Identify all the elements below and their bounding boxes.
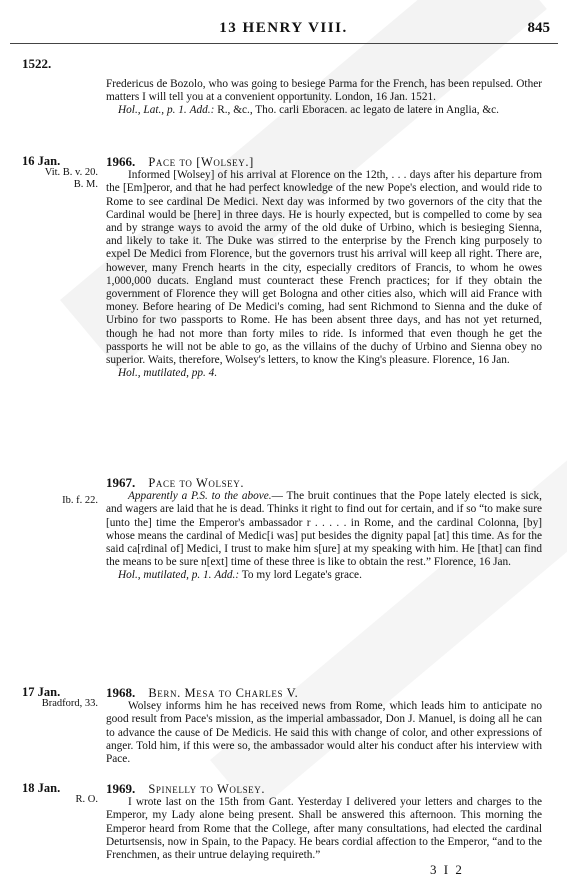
entry-body-text: — The bruit continues that the Pope lately elected is sick, and wagers are laid that he is dead. Thinks it right to find out for certain, and if so “to make sure [unto the] time the Emperor's ambassador r . . . . . in Rome, and the cardinal Colonna, [by] whose means the cardinal of Medic[i was] put besides the dignity papal [at] this time. As for the said ca[rdinal of] Medici, I trust to make him s[ure] at my speaking with him. He [that] can find the means to be sure n[ext] time of these three is like to obtain the rest.” Florence, 16 Jan. xyxy=(106,490,542,569)
entry-heading xyxy=(106,155,542,169)
entry-body xyxy=(106,490,542,569)
entry-number: 1966. xyxy=(106,154,136,169)
citation-italic: Hol., mutilated, p. 1. xyxy=(118,569,212,582)
entry-ref: B. M. xyxy=(73,179,98,190)
citation-add-label: Add.: xyxy=(189,104,215,117)
continuation-block xyxy=(106,78,542,118)
continuation-text: Fredericus de Bozolo, who was going to besiege Parma for the French, has been repulsed. Other matters I will tell you at a convenient opportunity. London, 16 Jan. 1521. xyxy=(106,78,542,104)
margin-year xyxy=(22,58,104,71)
entry-1967-margin xyxy=(22,495,104,507)
entry-citation xyxy=(106,569,542,582)
entry-body: Wolsey informs him he has received news from Rome, which leads him to anticipate no good result from Pace's mission, as the imperial ambassador, Don J. Manuel, is doing all he can to advance the cause of De Medicis. He said this with change of color, and other expressions of anger. Told him, if this were so, the ambassador would alter his conduct after his interview with Pace. xyxy=(106,700,542,766)
entry-1966 xyxy=(106,155,542,380)
entry-title: Pace to Wolsey. xyxy=(148,476,245,490)
continuation-citation xyxy=(106,104,542,117)
entry-body-italic: Apparently a P.S. to the above. xyxy=(128,490,272,503)
entry-citation xyxy=(106,367,542,380)
page-number: 845 xyxy=(527,20,550,36)
year-label: 1522. xyxy=(22,56,52,71)
entry-1967 xyxy=(106,476,542,583)
entry-body: Informed [Wolsey] of his arrival at Florence on the 12th, . . . days after his departure from the [Em]peror, and that he had perfect knowledge of the new Pope's election, and would ride to Rome to see cardinal De Medici. Next day was informed by two governors of the city that the Cardinal would be [here] in three days. He is hourly expected, but is compelled to come by sea and by strange ways to avoid the army of the old duke of Urbino, which is besieging Sienna, and likely to take it. The Duke was stirred to the enterprise by the French king purposely to expel De Medici from Florence, but the governors trust his arrival will keep all right. There are, however, many French hearts in the city, especially creditors of Francis, to whom he owes 1,000,000 ducats. England must counteract these French practices; for if they obtain the government of Florence they will get Bologna and other cities also, which will aid France with money. Before hearing of De Medici's coming, had sent Richmond to Sienna and the duke of Urbino for two passports to Rome. He has been absent three days, and has not yet returned, though he had not more than forty miles to ride. Is informed that even though he get the passports he will not be able to go, as the villains of the duchy of Urbino and Sienna obey no superior. Waits, therefore, Wolsey's letters, to know the King's pleasure. Florence, 16 Jan. xyxy=(106,169,542,367)
entry-date: 18 Jan. xyxy=(22,781,61,795)
entry-1969 xyxy=(106,782,542,862)
entry-ref: R. O. xyxy=(75,794,98,805)
entry-1969-margin xyxy=(22,782,104,806)
citation-add-label: Add.: xyxy=(214,569,240,582)
citation-rest: R., &c., Tho. carli Eboracen. ac legato de latere in Anglia, &c. xyxy=(217,104,499,117)
entry-ref: Vit. B. v. 20. xyxy=(44,167,98,178)
entry-date: 17 Jan. xyxy=(22,685,61,699)
citation-italic: Hol., Lat., p. 1. xyxy=(118,104,187,117)
entry-ref: Ib. f. 22. xyxy=(62,495,98,506)
entry-number: 1969. xyxy=(106,781,136,796)
entry-ref: Bradford, 33. xyxy=(41,698,98,709)
entry-title: Spinelly to Wolsey. xyxy=(148,782,266,796)
entry-heading xyxy=(106,782,542,796)
running-header xyxy=(0,20,567,40)
header-rule xyxy=(10,43,558,44)
entry-heading xyxy=(106,476,542,490)
signature-mark: 3 I 2 xyxy=(430,862,464,877)
entry-heading xyxy=(106,686,542,700)
running-title: 13 HENRY VIII. xyxy=(219,20,348,36)
citation-italic: Hol., mutilated, pp. 4. xyxy=(118,367,218,380)
entry-date: 16 Jan. xyxy=(22,154,61,168)
entry-title: Bern. Mesa to Charles V. xyxy=(148,686,299,700)
entry-1966-margin xyxy=(22,155,104,191)
citation-rest: To my lord Legate's grace. xyxy=(241,569,362,582)
entry-title: Pace to [Wolsey.] xyxy=(148,155,254,169)
entry-1968 xyxy=(106,686,542,766)
entry-number: 1967. xyxy=(106,475,136,490)
entry-1968-margin xyxy=(22,686,104,710)
entry-number: 1968. xyxy=(106,685,136,700)
entry-body: I wrote last on the 15th from Gant. Yesterday I delivered your letters and charges to the Emperor, my Lady alone being present. Shall be answered this afternoon. This morning the Emperor heard from Rome that the College, after many consultations, had elected the cardinal Deturtsensis, now in Spain, to the Papacy. He bears cordial affection to the Emperor, “and to the Frenchmen, as their untrue delaying requireth.” xyxy=(106,796,542,862)
